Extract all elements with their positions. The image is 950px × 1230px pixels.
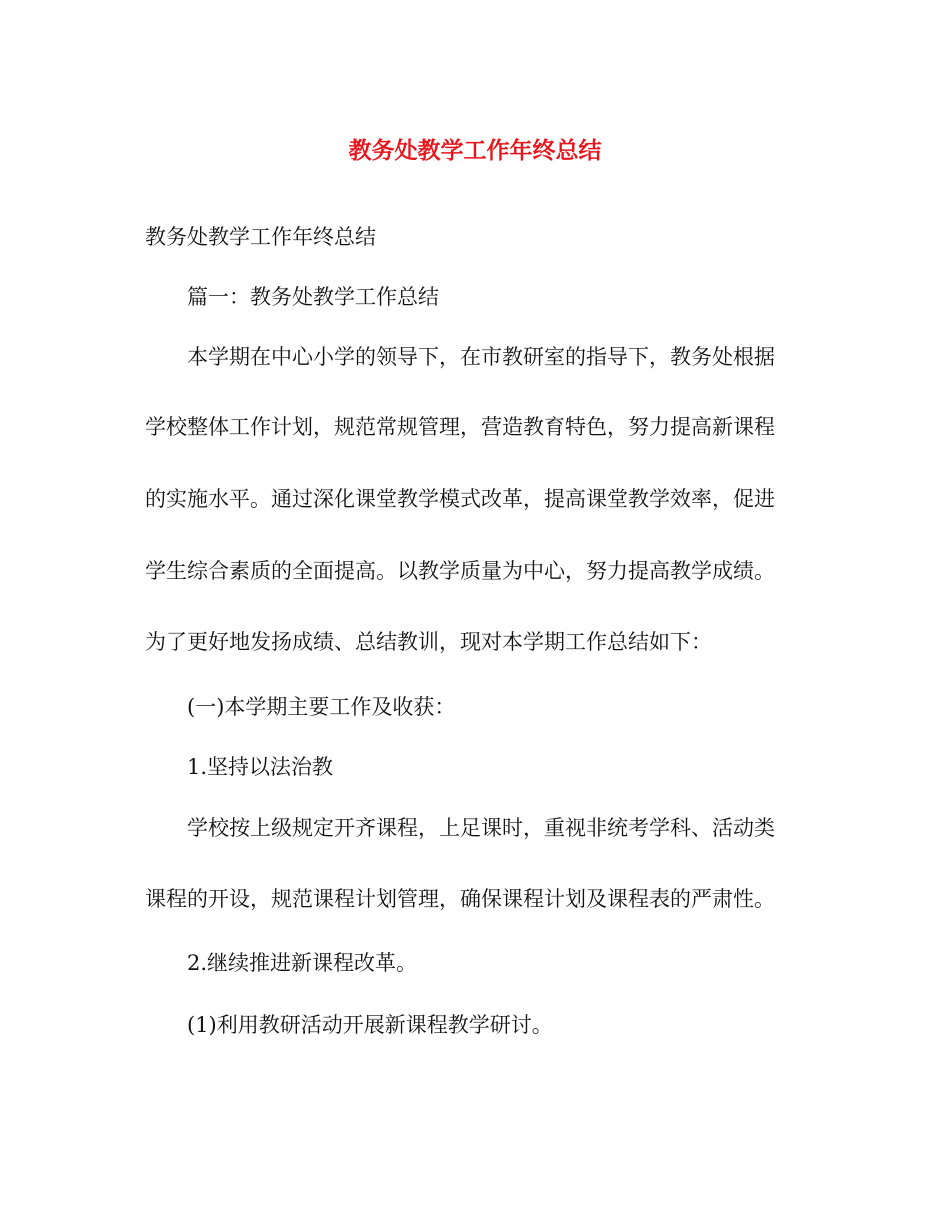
paragraph-line: 学校整体工作计划，规范常规管理，营造教育特色，努力提高新课程 [145,415,775,439]
paragraph-line: 学校按上级规定开齐课程，上足课时，重视非统考学科、活动类 [187,816,775,840]
paragraph-line: 课程的开设，规范课程计划管理，确保课程计划及课程表的严肃性。 [145,887,775,911]
paragraph-line: 的实施水平。通过深化课堂教学模式改革，提高课堂教学效率，促进 [145,487,775,511]
list-item-line: (1)利用教研活动开展新课程教学研讨。 [187,1013,553,1037]
document-title: 教务处教学工作年终总结 [348,137,602,164]
paragraph-line: 学生综合素质的全面提高。以教学质量为中心，努力提高教学成绩。 [145,559,775,583]
subtitle-line: 教务处教学工作年终总结 [145,225,376,249]
section-heading: 篇一：教务处教学工作总结 [187,285,439,309]
paragraph-line: 本学期在中心小学的领导下，在市教研室的指导下，教务处根据 [187,345,775,369]
list-item-heading: 2.继续推进新课程改革。 [187,951,418,975]
subsection-heading: (一)本学期主要工作及收获： [187,695,456,719]
paragraph-line: 为了更好地发扬成绩、总结教训，现对本学期工作总结如下： [145,630,712,654]
list-item-heading: 1.坚持以法治教 [187,755,334,779]
